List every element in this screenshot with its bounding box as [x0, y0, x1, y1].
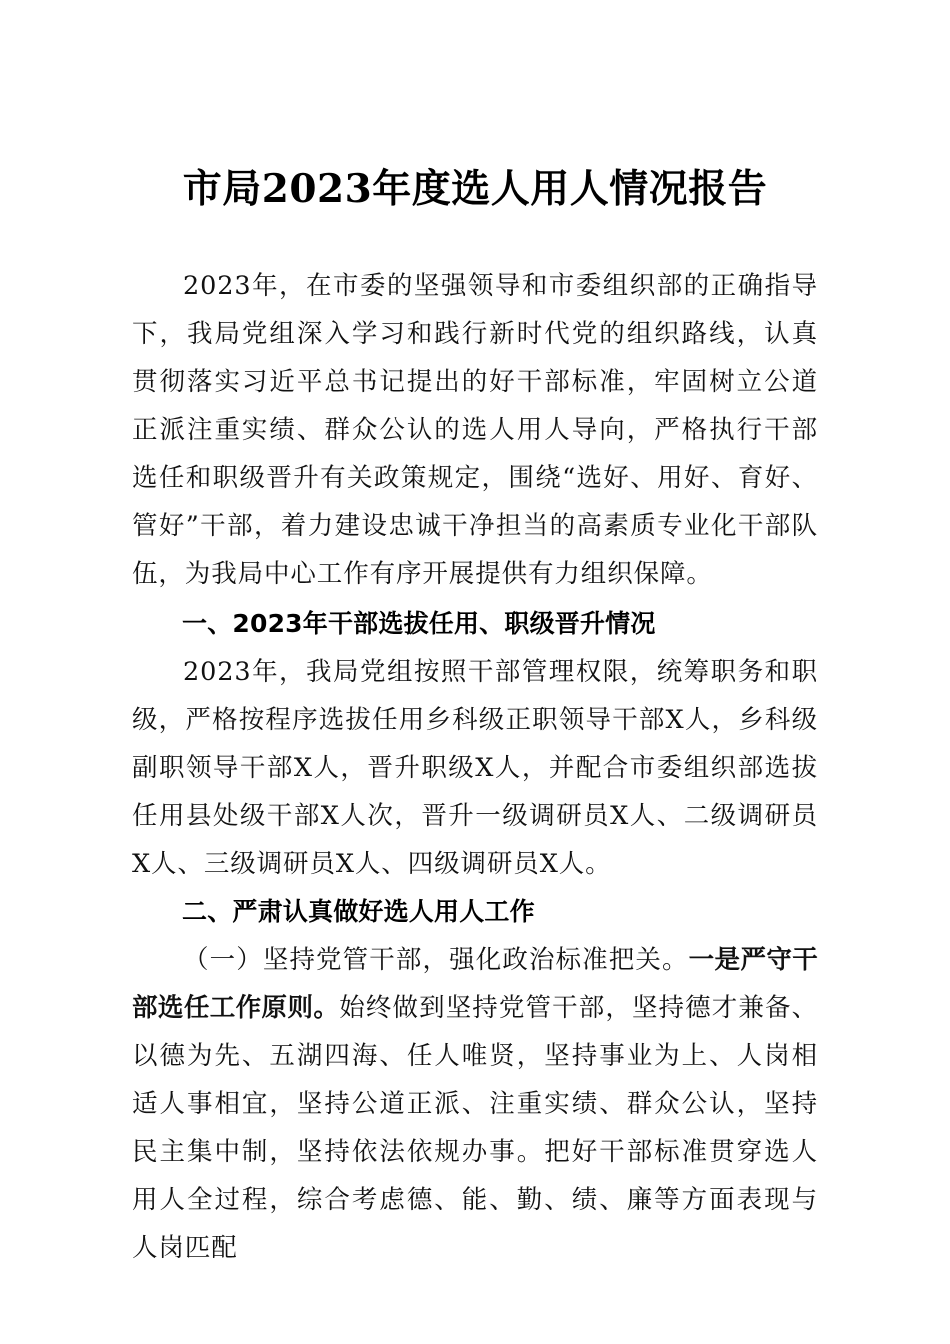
text-run: 2023年，我局党组按照干部管理权限，统筹职务和职级，严格按程序选拔任用乡科级正职领导干部X人，乡科级副职领导干部X人，晋升职级X人，并配合市委组织部选拔任用县处级干部X人次，晋升一级调研员X人、二级调研员X人、三级调研员X人、四级调研员X人。 [132, 657, 818, 879]
section-2-paragraph-1 [132, 936, 818, 1272]
text-run-body: 始终做到坚持党管干部，坚持德才兼备、以德为先、五湖四海、任人唯贤，坚持事业为上、人岗相适人事相宜，坚持公道正派、注重实绩、群众公认，坚持民主集中制，坚持依法依规办事。把好干部标准贯穿选人用人全过程，综合考虑德、能、勤、绩、廉等方面表现与人岗匹配 [132, 993, 818, 1263]
document-content [132, 0, 818, 1272]
text-run-emphasis: 一是严守干部选任工作原则。 [132, 945, 818, 1023]
page-title: 市局2023年度选人用人情况报告 [182, 166, 768, 212]
text-run-plain: （一）坚持党管干部，强化政治标准把关。 [183, 945, 689, 975]
section-heading-1: 一、2023年干部选拔任用、职级晋升情况 [182, 609, 656, 638]
section-heading-2: 二、严肃认真做好选人用人工作 [182, 897, 535, 926]
intro-paragraph: 2023年，在市委的坚强领导和市委组织部的正确指导下，我局党组深入学习和践行新时代党的组织路线，认真贯彻落实习近平总书记提出的好干部标准，牢固树立公道正派注重实绩、群众公认的选人用人导向，严格执行干部选任和职级晋升有关政策规定，围绕“选好、用好、育好、管好”干部，着力建设忠诚干净担当的高素质专业化干部队伍，为我局中心工作有序开展提供有力组织保障。 [132, 271, 818, 589]
section-1-paragraph-1 [132, 648, 818, 888]
